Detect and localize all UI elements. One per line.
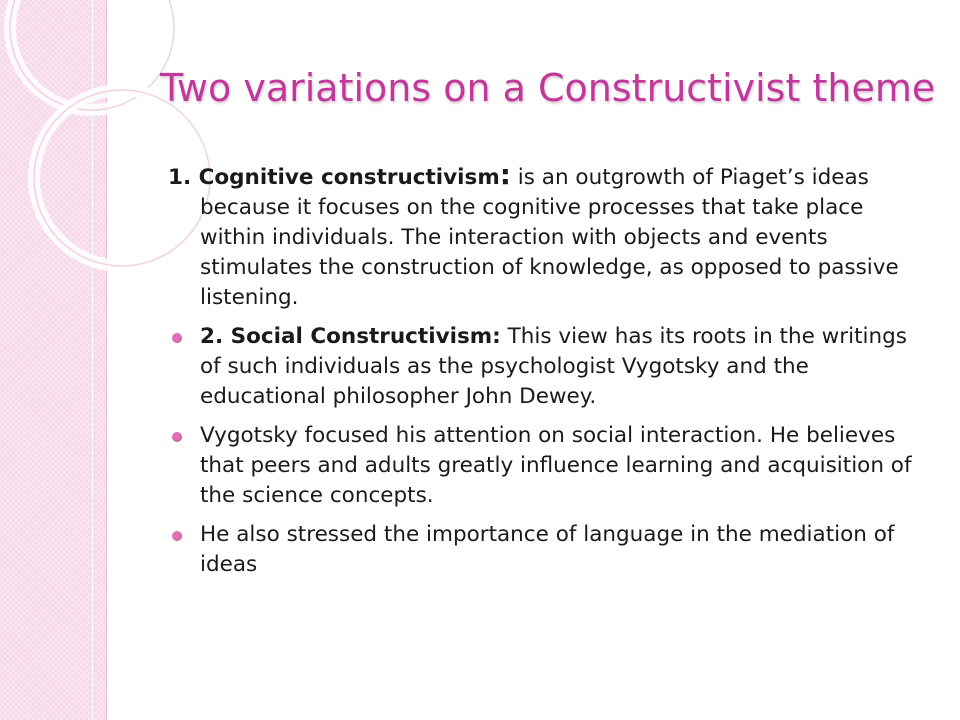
slide-body xyxy=(168,158,928,589)
list-item-heading: 2. Social Constructivism: xyxy=(200,324,501,349)
paragraph-text: is an outgrowth of Piaget’s ideas because it focuses on the cognitive processes that take place within individuals. The interaction with objects and events stimulates the construction of knowledge, as opposed to passive listening. xyxy=(200,165,899,310)
heading-colon: : xyxy=(499,158,511,191)
list-item-text: This view has its roots in the writings of such individuals as the psychologist Vygotsky and the educational philosopher John Dewey. xyxy=(200,324,907,409)
side-band-divider xyxy=(92,0,93,720)
bullet-icon xyxy=(172,531,182,541)
list-item-text: Vygotsky focused his attention on social interaction. He believes that peers and adults greatly influence learning and acquisition of the science concepts. xyxy=(200,423,912,508)
list-item-text: He also stressed the importance of language in the mediation of ideas xyxy=(200,522,895,577)
bullet-icon xyxy=(172,333,182,343)
paragraph-cognitive-constructivism xyxy=(168,158,928,313)
list-item-language xyxy=(168,520,928,580)
paragraph-heading: 1. Cognitive constructivism xyxy=(168,165,500,190)
slide-title: Two variations on a Constructivist theme xyxy=(160,66,936,110)
bullet-icon xyxy=(172,432,182,442)
list-item-social-constructivism xyxy=(168,322,928,412)
list-item-vygotsky xyxy=(168,421,928,511)
decorative-side-band xyxy=(0,0,107,720)
